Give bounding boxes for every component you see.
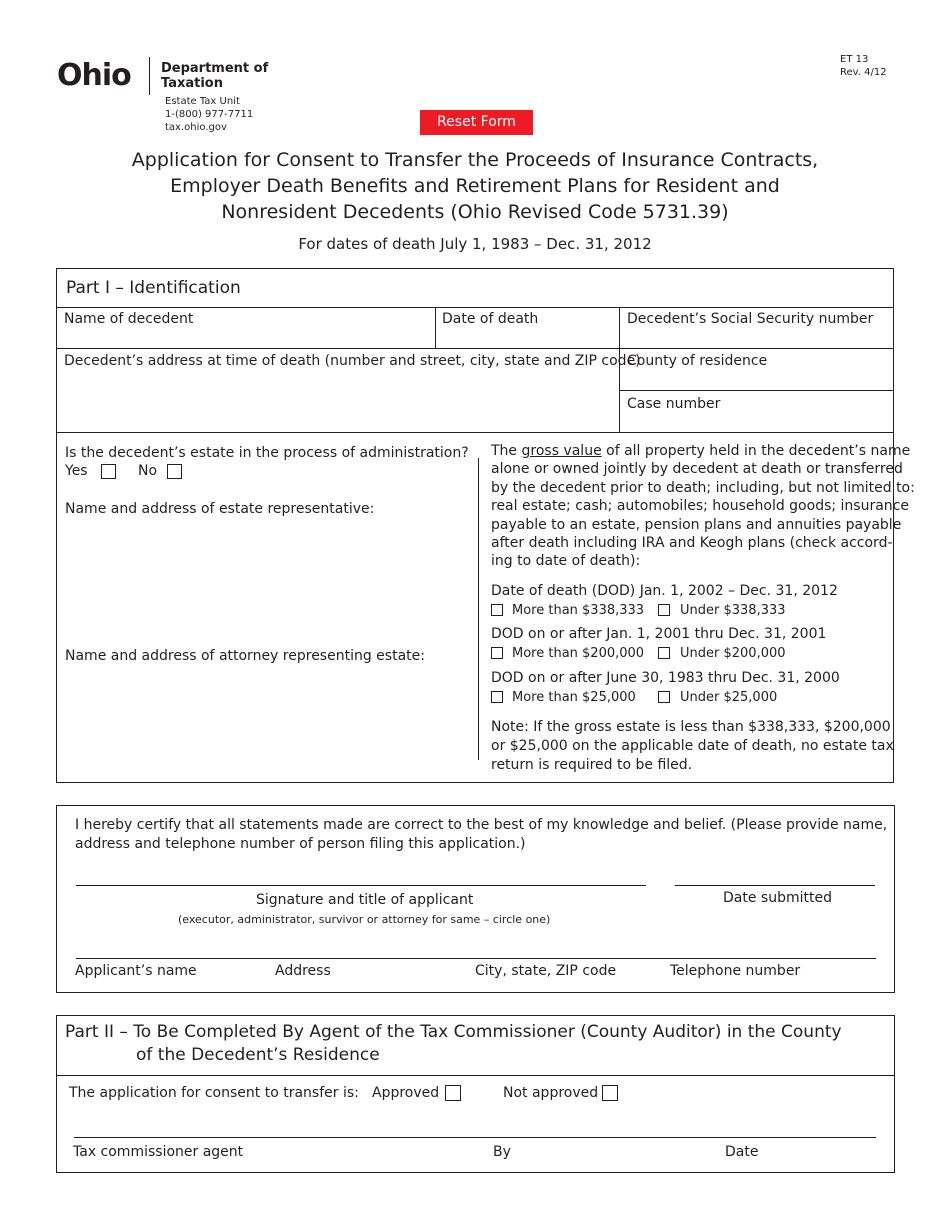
gross-value-line7: ing to date of death): xyxy=(491,553,641,569)
ssn-label: Decedent’s Social Security number xyxy=(627,311,874,327)
gross-line1-rest: of all property held in the decedent’s name xyxy=(606,443,911,459)
certify-line2: address and telephone number of person filing this application.) xyxy=(75,836,526,852)
dod3-under-checkbox[interactable] xyxy=(658,691,670,703)
rule xyxy=(619,307,620,433)
unit-website: tax.ohio.gov xyxy=(165,122,227,133)
dod3-more-label: More than $25,000 xyxy=(512,690,636,705)
no-checkbox[interactable] xyxy=(167,464,182,479)
note-line1: Note: If the gross estate is less than $338,333, $200,000 xyxy=(491,719,891,735)
certify-line1: I hereby certify that all statements made are correct to the best of my knowledge and belief. (Please provide name, xyxy=(75,817,888,833)
ohio-logo: Ohio xyxy=(57,58,131,93)
rule xyxy=(56,432,894,433)
approved-label: Approved xyxy=(372,1085,440,1101)
yes-checkbox[interactable] xyxy=(101,464,116,479)
form-title-line1: Application for Consent to Transfer the Proceeds of Insurance Contracts, xyxy=(131,149,819,171)
gross-value-line3: by the decedent prior to death; including, but not limited to: xyxy=(491,480,915,496)
county-of-residence-label: County of residence xyxy=(627,353,768,369)
part2-heading-line1: Part II – To Be Completed By Agent of the Tax Commissioner (County Auditor) in the County xyxy=(65,1022,842,1042)
tax-commissioner-agent-label: Tax commissioner agent xyxy=(73,1144,244,1160)
part1-heading: Part I – Identification xyxy=(66,278,241,298)
application-consent-label: The application for consent to transfer is: xyxy=(69,1085,359,1101)
gross-value-line4: real estate; cash; automobiles; household goods; insurance xyxy=(491,498,909,514)
yes-label: Yes xyxy=(65,463,88,479)
reset-form-label: Reset Form xyxy=(437,114,516,130)
part1-heading-rule xyxy=(56,307,894,308)
agent-signature-line[interactable] xyxy=(74,1137,876,1138)
rule xyxy=(435,307,436,348)
attorney-label: Name and address of attorney representing estate: xyxy=(65,648,425,664)
applicant-info-line[interactable] xyxy=(76,958,876,959)
dod2-more-label: More than $200,000 xyxy=(512,646,645,661)
logo-divider xyxy=(149,57,150,95)
gross-value-line6: after death including IRA and Keogh plans (check accord- xyxy=(491,535,893,551)
part2-heading-rule xyxy=(56,1075,895,1076)
date-of-death-label: Date of death xyxy=(442,311,539,327)
approved-checkbox[interactable] xyxy=(445,1085,461,1101)
decedent-address-label: Decedent’s address at time of death (number and street, city, state and ZIP code) xyxy=(64,353,641,369)
dod1-more-checkbox[interactable] xyxy=(491,604,503,616)
dod1-under-label: Under $338,333 xyxy=(680,603,786,618)
applicant-name-label: Applicant’s name xyxy=(75,963,197,979)
dod2-more-checkbox[interactable] xyxy=(491,647,503,659)
form-title-line2: Employer Death Benefits and Retirement Plans for Resident and xyxy=(170,175,780,197)
signature-line[interactable] xyxy=(76,885,646,886)
gross-value-line1 xyxy=(491,443,910,460)
case-number-label: Case number xyxy=(627,396,721,412)
department-name-line1: Department of xyxy=(161,61,269,76)
note-line3: return is required to be filed. xyxy=(491,757,693,773)
date-submitted-line[interactable] xyxy=(675,885,875,886)
not-approved-label: Not approved xyxy=(503,1085,599,1101)
by-label: By xyxy=(493,1144,511,1160)
signature-label: Signature and title of applicant xyxy=(256,892,474,908)
reset-form-button[interactable] xyxy=(420,110,533,135)
gross-value-line5: payable to an estate, pension plans and annuities payable xyxy=(491,517,902,533)
administration-question: Is the decedent’s estate in the process of administration? xyxy=(65,445,469,461)
dod2-label: DOD on or after Jan. 1, 2001 thru Dec. 31, 2001 xyxy=(491,626,827,642)
unit-phone: 1-(800) 977-7711 xyxy=(165,109,254,120)
gross-prefix: The xyxy=(491,443,518,459)
dod3-under-label: Under $25,000 xyxy=(680,690,778,705)
dod1-under-checkbox[interactable] xyxy=(658,604,670,616)
estate-representative-label: Name and address of estate representative: xyxy=(65,501,375,517)
rule xyxy=(619,390,894,391)
dod2-under-checkbox[interactable] xyxy=(658,647,670,659)
dod2-under-label: Under $200,000 xyxy=(680,646,786,661)
date-label: Date xyxy=(725,1144,759,1160)
signature-sublabel: (executor, administrator, survivor or attorney for same – circle one) xyxy=(178,913,551,926)
form-subtitle: For dates of death July 1, 1983 – Dec. 31, 2012 xyxy=(298,235,652,253)
no-label: No xyxy=(138,463,158,479)
rule xyxy=(56,348,894,349)
telephone-label: Telephone number xyxy=(670,963,801,979)
part2-heading-line2: of the Decedent’s Residence xyxy=(136,1045,380,1065)
gross-value-term: gross value xyxy=(521,443,602,459)
decedent-name-label: Name of decedent xyxy=(64,311,194,327)
city-state-zip-label: City, state, ZIP code xyxy=(475,963,617,979)
form-number: ET 13 xyxy=(840,54,869,65)
address-label: Address xyxy=(275,963,331,979)
form-revision: Rev. 4/12 xyxy=(840,67,887,78)
department-name-line2: Taxation xyxy=(161,76,223,91)
column-divider xyxy=(478,458,479,760)
form-title-line3: Nonresident Decedents (Ohio Revised Code 5731.39) xyxy=(221,201,729,223)
dod1-more-label: More than $338,333 xyxy=(512,603,645,618)
gross-value-line2: alone or owned jointly by decedent at death or transferred xyxy=(491,461,903,477)
dod3-label: DOD on or after June 30, 1983 thru Dec. 31, 2000 xyxy=(491,670,840,686)
estate-tax-unit: Estate Tax Unit xyxy=(165,96,240,107)
not-approved-checkbox[interactable] xyxy=(602,1085,618,1101)
note-line2: or $25,000 on the applicable date of death, no estate tax xyxy=(491,738,894,754)
date-submitted-label: Date submitted xyxy=(723,890,832,906)
dod1-label: Date of death (DOD) Jan. 1, 2002 – Dec. 31, 2012 xyxy=(491,583,838,599)
dod3-more-checkbox[interactable] xyxy=(491,691,503,703)
